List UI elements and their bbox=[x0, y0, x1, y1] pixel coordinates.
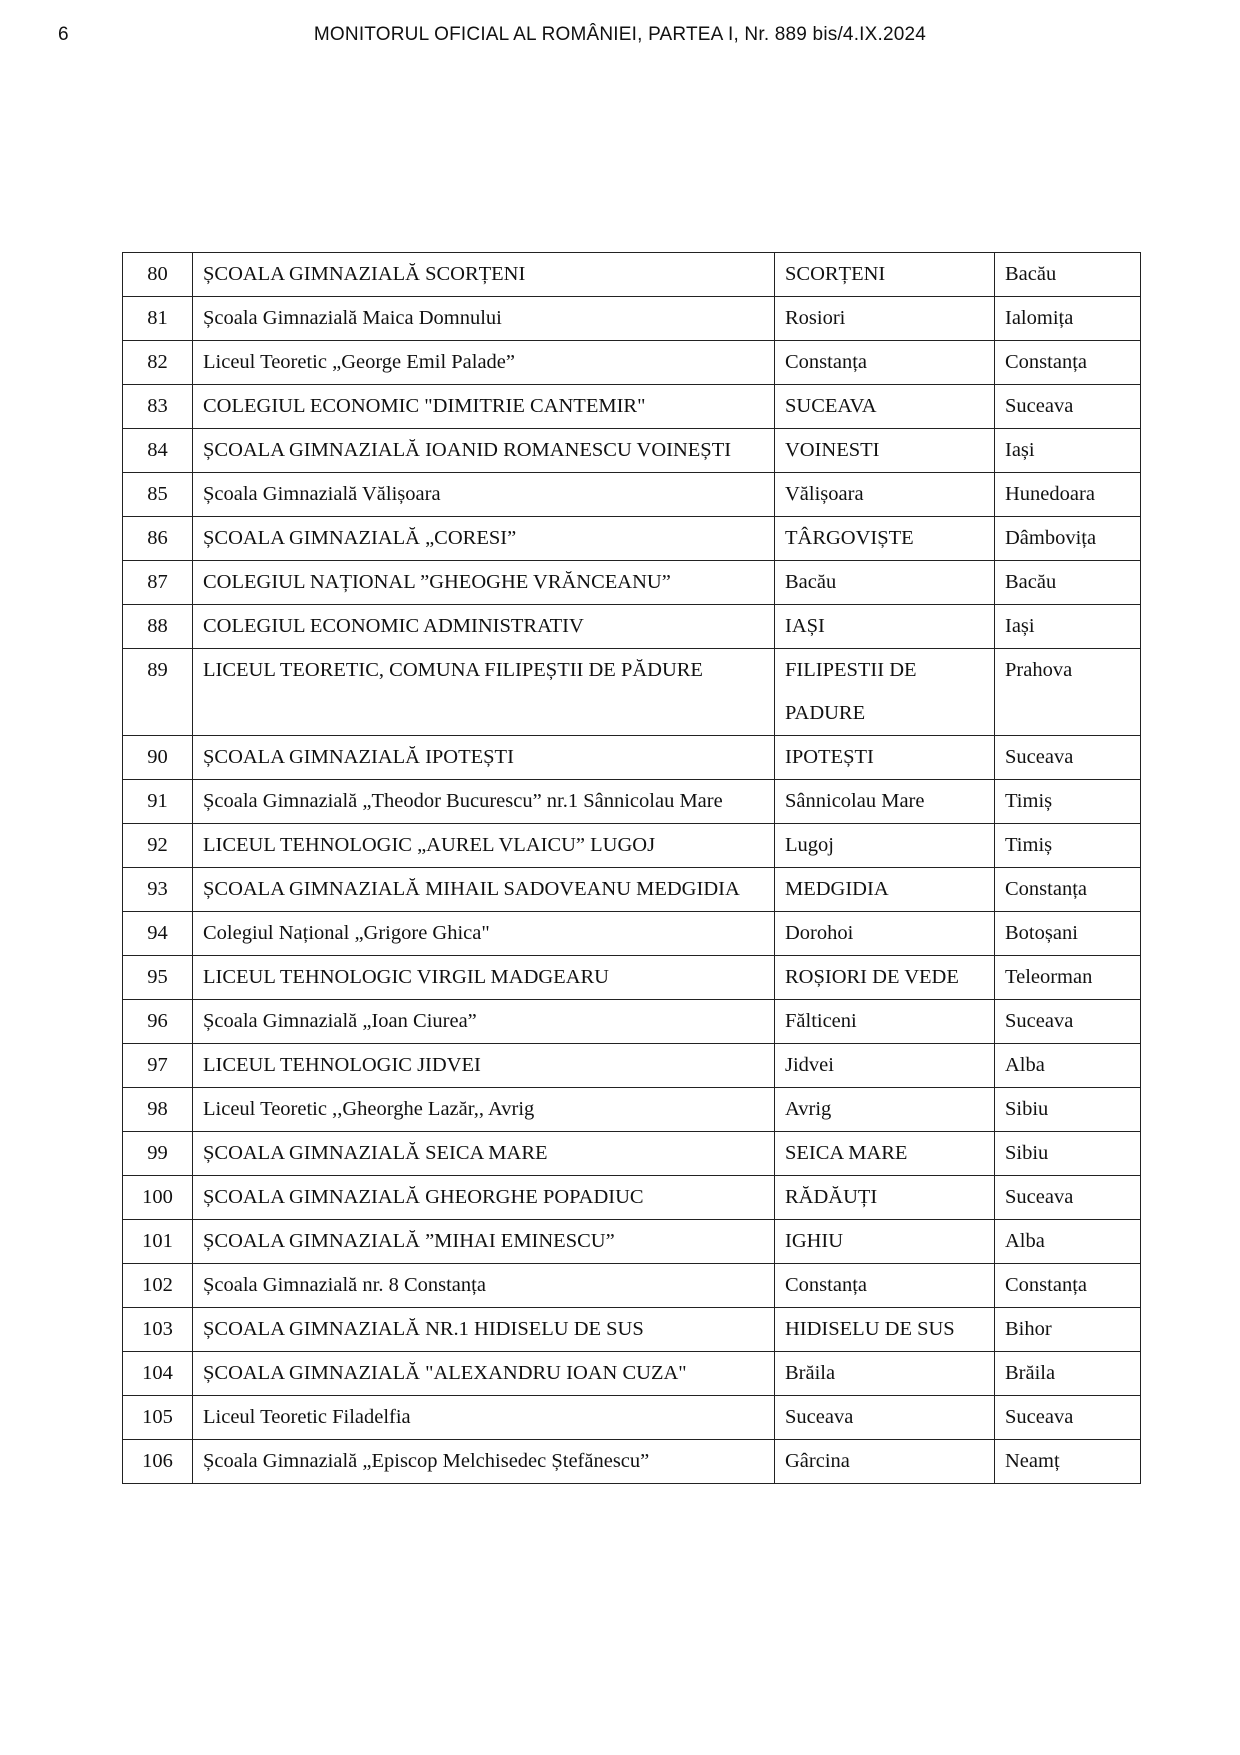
table-row bbox=[123, 253, 1141, 297]
table-row bbox=[123, 605, 1141, 649]
row-number: 81 bbox=[123, 297, 193, 341]
row-number: 104 bbox=[123, 1352, 193, 1396]
county: Suceava bbox=[995, 1000, 1141, 1044]
locality: IAȘI bbox=[775, 605, 995, 649]
table-row bbox=[123, 1088, 1141, 1132]
school-name: ȘCOALA GIMNAZIALĂ „CORESI” bbox=[193, 517, 775, 561]
table-row bbox=[123, 824, 1141, 868]
county: Constanța bbox=[995, 341, 1141, 385]
school-name: ȘCOALA GIMNAZIALĂ GHEORGHE POPADIUC bbox=[193, 1176, 775, 1220]
county: Dâmbovița bbox=[995, 517, 1141, 561]
school-name: COLEGIUL NAȚIONAL ”GHEOGHE VRĂNCEANU” bbox=[193, 561, 775, 605]
locality: VOINESTI bbox=[775, 429, 995, 473]
school-name: Liceul Teoretic ,,Gheorghe Lazăr,, Avrig bbox=[193, 1088, 775, 1132]
table-row bbox=[123, 1352, 1141, 1396]
table-row bbox=[123, 517, 1141, 561]
table-row bbox=[123, 1396, 1141, 1440]
row-number: 89 bbox=[123, 649, 193, 736]
locality: Brăila bbox=[775, 1352, 995, 1396]
table-row bbox=[123, 1308, 1141, 1352]
table-row bbox=[123, 912, 1141, 956]
row-number: 95 bbox=[123, 956, 193, 1000]
table-row bbox=[123, 736, 1141, 780]
school-name: COLEGIUL ECONOMIC "DIMITRIE CANTEMIR" bbox=[193, 385, 775, 429]
row-number: 106 bbox=[123, 1440, 193, 1484]
table-row bbox=[123, 1220, 1141, 1264]
table-row bbox=[123, 473, 1141, 517]
county: Bihor bbox=[995, 1308, 1141, 1352]
table-row bbox=[123, 1264, 1141, 1308]
locality: FILIPESTII DE PADURE bbox=[775, 649, 995, 736]
table-row bbox=[123, 956, 1141, 1000]
row-number: 84 bbox=[123, 429, 193, 473]
table-row bbox=[123, 1000, 1141, 1044]
row-number: 101 bbox=[123, 1220, 193, 1264]
locality: Sânnicolau Mare bbox=[775, 780, 995, 824]
row-number: 88 bbox=[123, 605, 193, 649]
school-name: ȘCOALA GIMNAZIALĂ ”MIHAI EMINESCU” bbox=[193, 1220, 775, 1264]
county: Brăila bbox=[995, 1352, 1141, 1396]
locality: Vălișoara bbox=[775, 473, 995, 517]
row-number: 103 bbox=[123, 1308, 193, 1352]
school-name: ȘCOALA GIMNAZIALĂ "ALEXANDRU IOAN CUZA" bbox=[193, 1352, 775, 1396]
locality: HIDISELU DE SUS bbox=[775, 1308, 995, 1352]
county: Hunedoara bbox=[995, 473, 1141, 517]
locality: Fălticeni bbox=[775, 1000, 995, 1044]
locality: Suceava bbox=[775, 1396, 995, 1440]
table-row bbox=[123, 1044, 1141, 1088]
row-number: 91 bbox=[123, 780, 193, 824]
county: Timiș bbox=[995, 824, 1141, 868]
locality: IGHIU bbox=[775, 1220, 995, 1264]
row-number: 92 bbox=[123, 824, 193, 868]
school-name: LICEUL TEHNOLOGIC „AUREL VLAICU” LUGOJ bbox=[193, 824, 775, 868]
county: Timiș bbox=[995, 780, 1141, 824]
locality: Bacău bbox=[775, 561, 995, 605]
table-row bbox=[123, 297, 1141, 341]
locality: Jidvei bbox=[775, 1044, 995, 1088]
table-row bbox=[123, 1132, 1141, 1176]
schools-table bbox=[122, 252, 1141, 1484]
county: Constanța bbox=[995, 868, 1141, 912]
school-name: Școala Gimnazială „Ioan Ciurea” bbox=[193, 1000, 775, 1044]
row-number: 105 bbox=[123, 1396, 193, 1440]
county: Alba bbox=[995, 1220, 1141, 1264]
row-number: 86 bbox=[123, 517, 193, 561]
table-row bbox=[123, 868, 1141, 912]
school-name: COLEGIUL ECONOMIC ADMINISTRATIV bbox=[193, 605, 775, 649]
row-number: 99 bbox=[123, 1132, 193, 1176]
row-number: 98 bbox=[123, 1088, 193, 1132]
table-row bbox=[123, 1176, 1141, 1220]
county: Suceava bbox=[995, 1396, 1141, 1440]
county: Suceava bbox=[995, 1176, 1141, 1220]
table-row bbox=[123, 780, 1141, 824]
county: Neamț bbox=[995, 1440, 1141, 1484]
county: Bacău bbox=[995, 253, 1141, 297]
row-number: 96 bbox=[123, 1000, 193, 1044]
row-number: 85 bbox=[123, 473, 193, 517]
school-name: Școala Gimnazială „Theodor Bucurescu” nr.1 Sânnicolau Mare bbox=[193, 780, 775, 824]
school-name: ȘCOALA GIMNAZIALĂ SEICA MARE bbox=[193, 1132, 775, 1176]
school-name: ȘCOALA GIMNAZIALĂ NR.1 HIDISELU DE SUS bbox=[193, 1308, 775, 1352]
school-name: LICEUL TEHNOLOGIC VIRGIL MADGEARU bbox=[193, 956, 775, 1000]
row-number: 80 bbox=[123, 253, 193, 297]
school-name: ȘCOALA GIMNAZIALĂ IOANID ROMANESCU VOINEȘTI bbox=[193, 429, 775, 473]
school-name: Școala Gimnazială Vălișoara bbox=[193, 473, 775, 517]
county: Teleorman bbox=[995, 956, 1141, 1000]
county: Ialomița bbox=[995, 297, 1141, 341]
locality: Lugoj bbox=[775, 824, 995, 868]
school-name: LICEUL TEHNOLOGIC JIDVEI bbox=[193, 1044, 775, 1088]
row-number: 97 bbox=[123, 1044, 193, 1088]
locality: Constanța bbox=[775, 1264, 995, 1308]
table-row bbox=[123, 561, 1141, 605]
county: Sibiu bbox=[995, 1088, 1141, 1132]
county: Iași bbox=[995, 605, 1141, 649]
school-name: ȘCOALA GIMNAZIALĂ MIHAIL SADOVEANU MEDGIDIA bbox=[193, 868, 775, 912]
county: Alba bbox=[995, 1044, 1141, 1088]
table-row bbox=[123, 1440, 1141, 1484]
table-row bbox=[123, 385, 1141, 429]
row-number: 93 bbox=[123, 868, 193, 912]
table-row bbox=[123, 341, 1141, 385]
row-number: 83 bbox=[123, 385, 193, 429]
locality: Gârcina bbox=[775, 1440, 995, 1484]
county: Sibiu bbox=[995, 1132, 1141, 1176]
county: Suceava bbox=[995, 385, 1141, 429]
locality: MEDGIDIA bbox=[775, 868, 995, 912]
locality: SCORȚENI bbox=[775, 253, 995, 297]
county: Suceava bbox=[995, 736, 1141, 780]
school-name: Școala Gimnazială nr. 8 Constanța bbox=[193, 1264, 775, 1308]
locality: TÂRGOVIȘTE bbox=[775, 517, 995, 561]
locality: RĂDĂUȚI bbox=[775, 1176, 995, 1220]
school-name: LICEUL TEORETIC, COMUNA FILIPEȘTII DE PĂDURE bbox=[193, 649, 775, 736]
page-number: 6 bbox=[58, 24, 69, 45]
county: Prahova bbox=[995, 649, 1141, 736]
row-number: 87 bbox=[123, 561, 193, 605]
county: Bacău bbox=[995, 561, 1141, 605]
school-name: Colegiul Național „Grigore Ghica" bbox=[193, 912, 775, 956]
row-number: 90 bbox=[123, 736, 193, 780]
locality: IPOTEȘTI bbox=[775, 736, 995, 780]
locality: Avrig bbox=[775, 1088, 995, 1132]
county: Iași bbox=[995, 429, 1141, 473]
county: Botoșani bbox=[995, 912, 1141, 956]
row-number: 100 bbox=[123, 1176, 193, 1220]
locality: ROȘIORI DE VEDE bbox=[775, 956, 995, 1000]
locality: Rosiori bbox=[775, 297, 995, 341]
school-name: ȘCOALA GIMNAZIALĂ SCORȚENI bbox=[193, 253, 775, 297]
row-number: 102 bbox=[123, 1264, 193, 1308]
row-number: 82 bbox=[123, 341, 193, 385]
locality: Dorohoi bbox=[775, 912, 995, 956]
school-name: Liceul Teoretic „George Emil Palade” bbox=[193, 341, 775, 385]
running-header: MONITORUL OFICIAL AL ROMÂNIEI, PARTEA I, Nr. 889 bis/4.IX.2024 bbox=[313, 24, 927, 45]
locality: SEICA MARE bbox=[775, 1132, 995, 1176]
row-number: 94 bbox=[123, 912, 193, 956]
table-row bbox=[123, 649, 1141, 736]
school-name: Școala Gimnazială „Episcop Melchisedec Ștefănescu” bbox=[193, 1440, 775, 1484]
table-row bbox=[123, 429, 1141, 473]
school-name: Școala Gimnazială Maica Domnului bbox=[193, 297, 775, 341]
school-name: Liceul Teoretic Filadelfia bbox=[193, 1396, 775, 1440]
locality: Constanța bbox=[775, 341, 995, 385]
locality: SUCEAVA bbox=[775, 385, 995, 429]
school-name: ȘCOALA GIMNAZIALĂ IPOTEȘTI bbox=[193, 736, 775, 780]
county: Constanța bbox=[995, 1264, 1141, 1308]
